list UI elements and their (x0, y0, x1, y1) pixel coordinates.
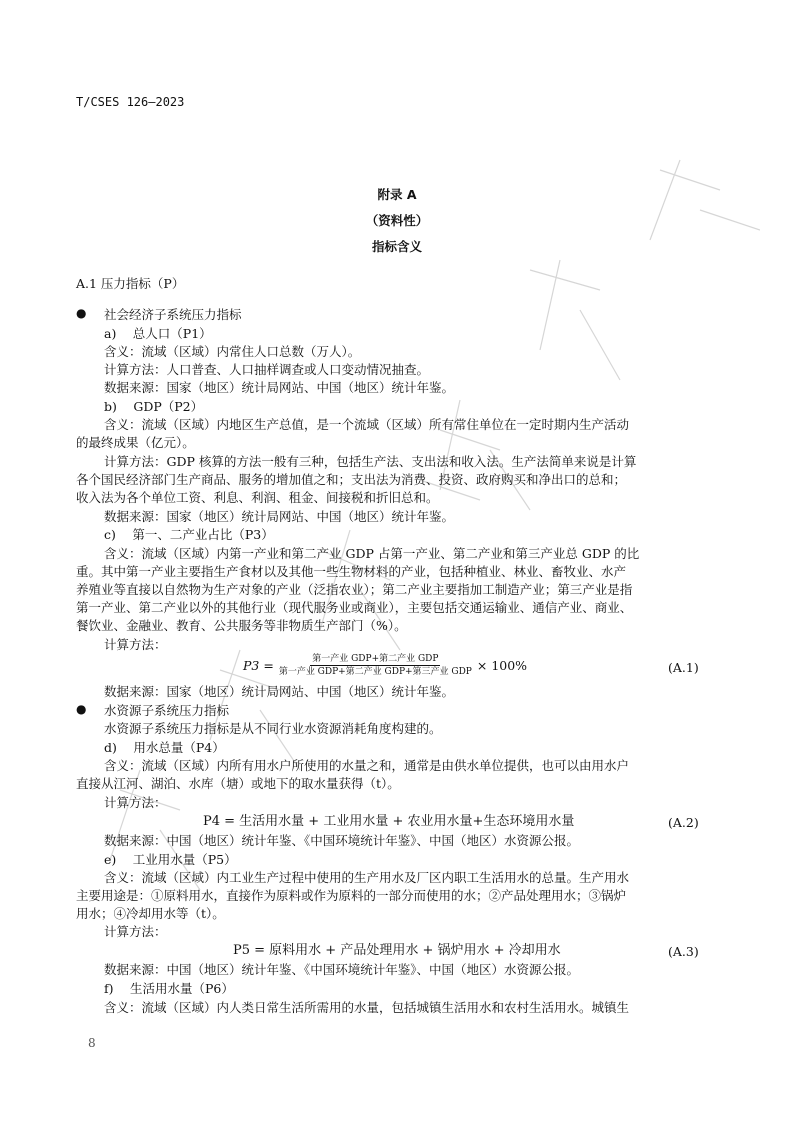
equation-a1-fraction (277, 654, 474, 677)
document-code: T/CSES 126—2023 (76, 95, 185, 109)
p5-meaning-line1: 含义：流域（区域）内工业生产过程中使用的生产用水及厂区内职工生活用水的总量。生产用水 (104, 870, 630, 885)
water-intro: 水资源子系统压力指标是从不同行业水资源消耗角度构建的。 (104, 721, 442, 736)
equation-a1-denominator: 第一产业 GDP+第二产业 GDP+第三产业 GDP (278, 667, 472, 677)
bullet-social-economic: 社会经济子系统压力指标 (104, 307, 242, 322)
p3-meaning-line2: 重。其中第一产业主要指生产食材以及其他一些生物材料的产业，包括种植业、林业、畜牧业、水产 (76, 564, 627, 579)
p4-source: 数据来源：中国（地区）统计年鉴、《中国环境统计年鉴》、中国（地区）水资源公报。 (104, 833, 580, 848)
section-heading: A.1 压力指标（P） (76, 276, 185, 291)
p6-title: f) 生活用水量（P6） (104, 981, 234, 996)
p5-method: 计算方法： (104, 924, 167, 939)
equation-a1-tail: × 100% (476, 658, 528, 673)
bullet-water-resources: 水资源子系统压力指标 (104, 703, 230, 718)
equation-a1 (243, 654, 527, 677)
p3-meaning-line4: 第一产业、第二产业以外的其他行业（现代服务业或商业），主要包括交通运输业、通信产业、商业、 (76, 600, 633, 615)
equation-a3: P5 = 原料用水 + 产品处理用水 + 锅炉用水 + 冷却用水 (233, 943, 561, 958)
p2-meaning-line2: 的最终成果（亿元）。 (76, 435, 195, 450)
p3-meaning-line1: 含义：流域（区域）内第一产业和第二产业 GDP 占第一产业、第二产业和第三产业总 GDP 的比 (104, 546, 640, 561)
p5-meaning-line3: 用水；④冷却用水等（t）。 (76, 906, 225, 921)
p4-meaning-line2: 直接从江河、湖泊、水库（塘）或地下的取水量获得（t）。 (76, 776, 400, 791)
p3-method: 计算方法： (104, 637, 167, 652)
p1-meaning: 含义：流域（区域）内常住人口总数（万人）。 (104, 344, 361, 359)
appendix-nature: （资料性） (365, 213, 429, 228)
equation-a1-lhs: P3 = (243, 658, 274, 673)
equation-a1-numerator: 第一产业 GDP+第二产业 GDP (312, 654, 439, 664)
bullet-icon: ● (76, 306, 87, 320)
equation-a2-number: (A.2) (668, 815, 699, 830)
p5-source: 数据来源：中国（地区）统计年鉴、《中国环境统计年鉴》、中国（地区）水资源公报。 (104, 962, 580, 977)
p4-title: d) 用水总量（P4） (104, 740, 225, 755)
p2-method-line3: 收入法为各个单位工资、利息、利润、租金、间接税和折旧总和。 (76, 490, 439, 505)
p1-title: a) 总人口（P1） (104, 326, 212, 341)
page-number: 8 (88, 1036, 96, 1050)
p2-method-line1: 计算方法：GDP 核算的方法一般有三种，包括生产法、支出法和收入法。生产法简单来说是计算 (104, 454, 637, 469)
p4-method: 计算方法： (104, 795, 167, 810)
p3-source: 数据来源：国家（地区）统计局网站、中国（地区）统计年鉴。 (104, 684, 455, 699)
p5-meaning-line2: 主要用途是：①原料用水，直接作为原料或作为原料的一部分而使用的水；②产品处理用水；③锅炉 (76, 888, 627, 903)
p1-method: 计算方法：人口普查、人口抽样调查或人口变动情况抽查。 (104, 362, 430, 377)
p2-meaning-line1: 含义：流域（区域）内地区生产总值，是一个流域（区域）所有常住单位在一定时期内生产活动 (104, 417, 630, 432)
p5-title: e) 工业用水量（P5） (104, 852, 237, 867)
appendix-title: 附录 A (377, 187, 417, 202)
p2-title: b) GDP（P2） (104, 399, 204, 414)
equation-a3-number: (A.3) (668, 944, 699, 959)
p4-meaning-line1: 含义：流域（区域）内所有用水户所使用的水量之和，通常是由供水单位提供，也可以由用水户 (104, 758, 630, 773)
p3-meaning-line5: 餐饮业、金融业、教育、公共服务等非物质生产部门（%）。 (76, 618, 407, 633)
p3-title: c) 第一、二产业占比（P3） (104, 527, 274, 542)
p1-source: 数据来源：国家（地区）统计局网站、中国（地区）统计年鉴。 (104, 380, 455, 395)
p2-method-line2: 各个国民经济部门生产商品、服务的增加值之和；支出法为消费、投资、政府购买和净出口的总和； (76, 472, 627, 487)
equation-a1-number: (A.1) (668, 660, 699, 675)
p2-source: 数据来源：国家（地区）统计局网站、中国（地区）统计年鉴。 (104, 509, 455, 524)
p3-meaning-line3: 养殖业等直接以自然物为生产对象的产业（泛指农业）；第二产业主要指加工制造产业；第三产业是指 (76, 582, 633, 597)
appendix-subtitle: 指标含义 (371, 239, 422, 254)
equation-a2: P4 = 生活用水量 + 工业用水量 + 农业用水量+生态环境用水量 (203, 814, 575, 829)
p6-meaning: 含义：流域（区域）内人类日常生活所需用的水量，包括城镇生活用水和农村生活用水。城镇生 (104, 1000, 630, 1015)
bullet-icon: ● (76, 702, 87, 716)
